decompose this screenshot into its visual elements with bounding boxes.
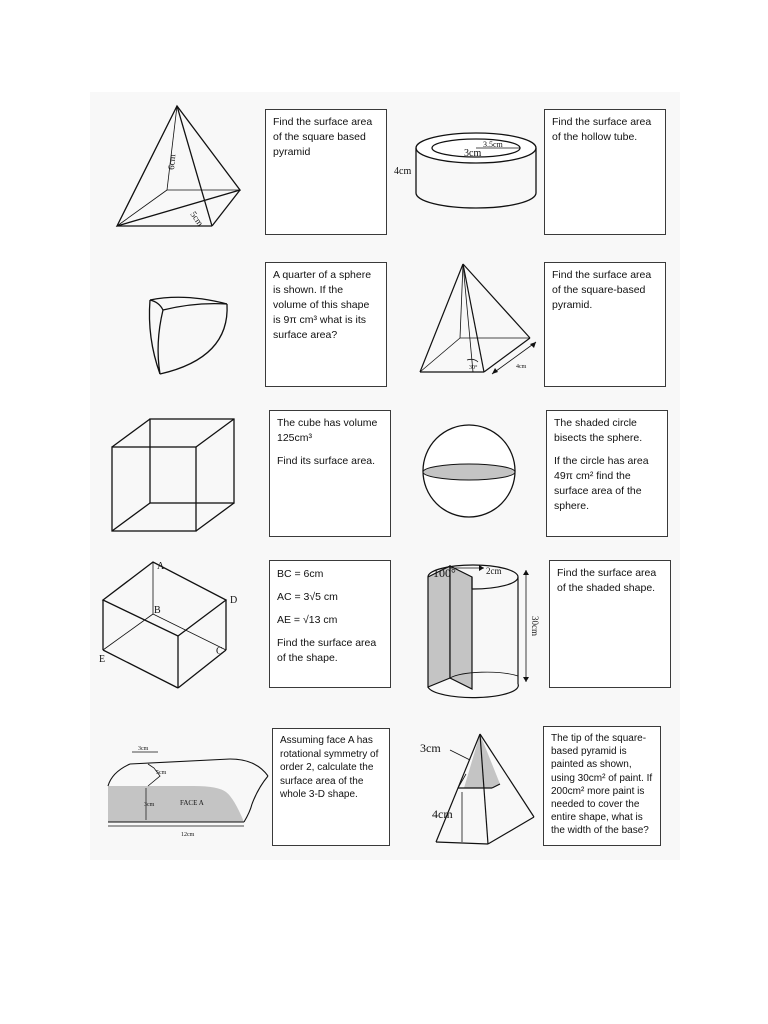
question-card-8: [549, 560, 671, 688]
question-line-1: The cube has volume 125cm³: [277, 417, 378, 444]
worksheet: [90, 92, 680, 860]
question-line-2: If the circle has area 49π cm² find the surface area of the sphere.: [554, 455, 649, 512]
question-card-1: [265, 109, 387, 235]
question-card-9: [272, 728, 390, 846]
question-card-10: [543, 726, 661, 846]
pyramid-angle-label: 30°: [469, 365, 478, 371]
prism-slant-label: 5cm: [156, 770, 167, 776]
question-text: Find the surface area of the square-based pyramid.: [552, 269, 652, 311]
vertex-a-label: A: [157, 561, 165, 572]
vertex-c-label: C: [216, 646, 223, 657]
cylinder-radius-label: 2cm: [486, 566, 502, 576]
question-line-2: AC = 3√5 cm: [277, 591, 338, 603]
cuboid-figure: [98, 558, 243, 693]
tube-inner-label: 3cm: [464, 148, 482, 159]
prism-figure: [108, 742, 270, 842]
tip-label: 3cm: [420, 741, 441, 755]
question-line-1: BC = 6cm: [277, 568, 324, 580]
question-line-4: Find the surface area of the shape.: [277, 637, 377, 664]
pyramid-base-label: 5cm: [188, 209, 206, 228]
pyramid-base-label: 4cm: [516, 364, 527, 370]
question-card-4: [544, 262, 666, 387]
prism-top-label: 3cm: [138, 746, 149, 752]
vertex-e-label: E: [99, 654, 106, 665]
cylinder-figure: [418, 564, 543, 694]
question-card-7: [269, 560, 391, 688]
face-a-label: FACE A: [180, 799, 204, 807]
question-text: Assuming face A has rotational symmetry of order 2, calculate the surface area of the whole 3-D shape.: [280, 735, 379, 800]
question-line-1: The shaded circle bisects the sphere.: [554, 417, 643, 444]
height-label: 4cm: [432, 807, 453, 821]
question-line-3: AE = √13 cm: [277, 614, 338, 626]
question-text: The tip of the square-based pyramid is painted as shown, using 30cm² of paint. If 200cm² more paint is needed to cover the entire shape, what is the width of the base?: [551, 733, 653, 837]
question-text: Find the surface area of the shaded shape.: [557, 567, 657, 594]
question-card-6: [546, 410, 668, 537]
sphere-figure: [420, 422, 520, 522]
hollow-tube-figure: [390, 130, 545, 220]
tube-outer-label: 3.5cm: [483, 140, 503, 149]
question-line-2: Find its surface area.: [277, 455, 376, 467]
question-text: Find the surface area of the hollow tube.: [552, 116, 652, 143]
cube-figure: [110, 417, 238, 535]
cylinder-height-label: 30cm: [530, 616, 540, 636]
prism-height-label: 3cm: [144, 802, 155, 808]
question-text: Find the surface area of the square based pyramid: [273, 116, 373, 158]
quarter-sphere-figure: [145, 288, 230, 383]
question-card-3: [265, 262, 387, 387]
pyramid-figure-1: [112, 102, 242, 232]
question-card-5: [269, 410, 391, 537]
cylinder-angle-label: 100°: [433, 566, 456, 580]
pyramid-figure-2: [418, 262, 543, 377]
vertex-b-label: B: [154, 605, 161, 616]
pyramid-height-label: 6cm: [166, 153, 178, 171]
prism-length-label: 12cm: [181, 832, 195, 838]
tube-height-label: 4cm: [394, 166, 412, 177]
question-card-2: [544, 109, 666, 235]
pyramid-figure-3: [422, 732, 544, 847]
question-text: A quarter of a sphere is shown. If the volume of this shape is 9π cm³ what is its surface area?: [273, 269, 372, 341]
vertex-d-label: D: [230, 595, 238, 606]
